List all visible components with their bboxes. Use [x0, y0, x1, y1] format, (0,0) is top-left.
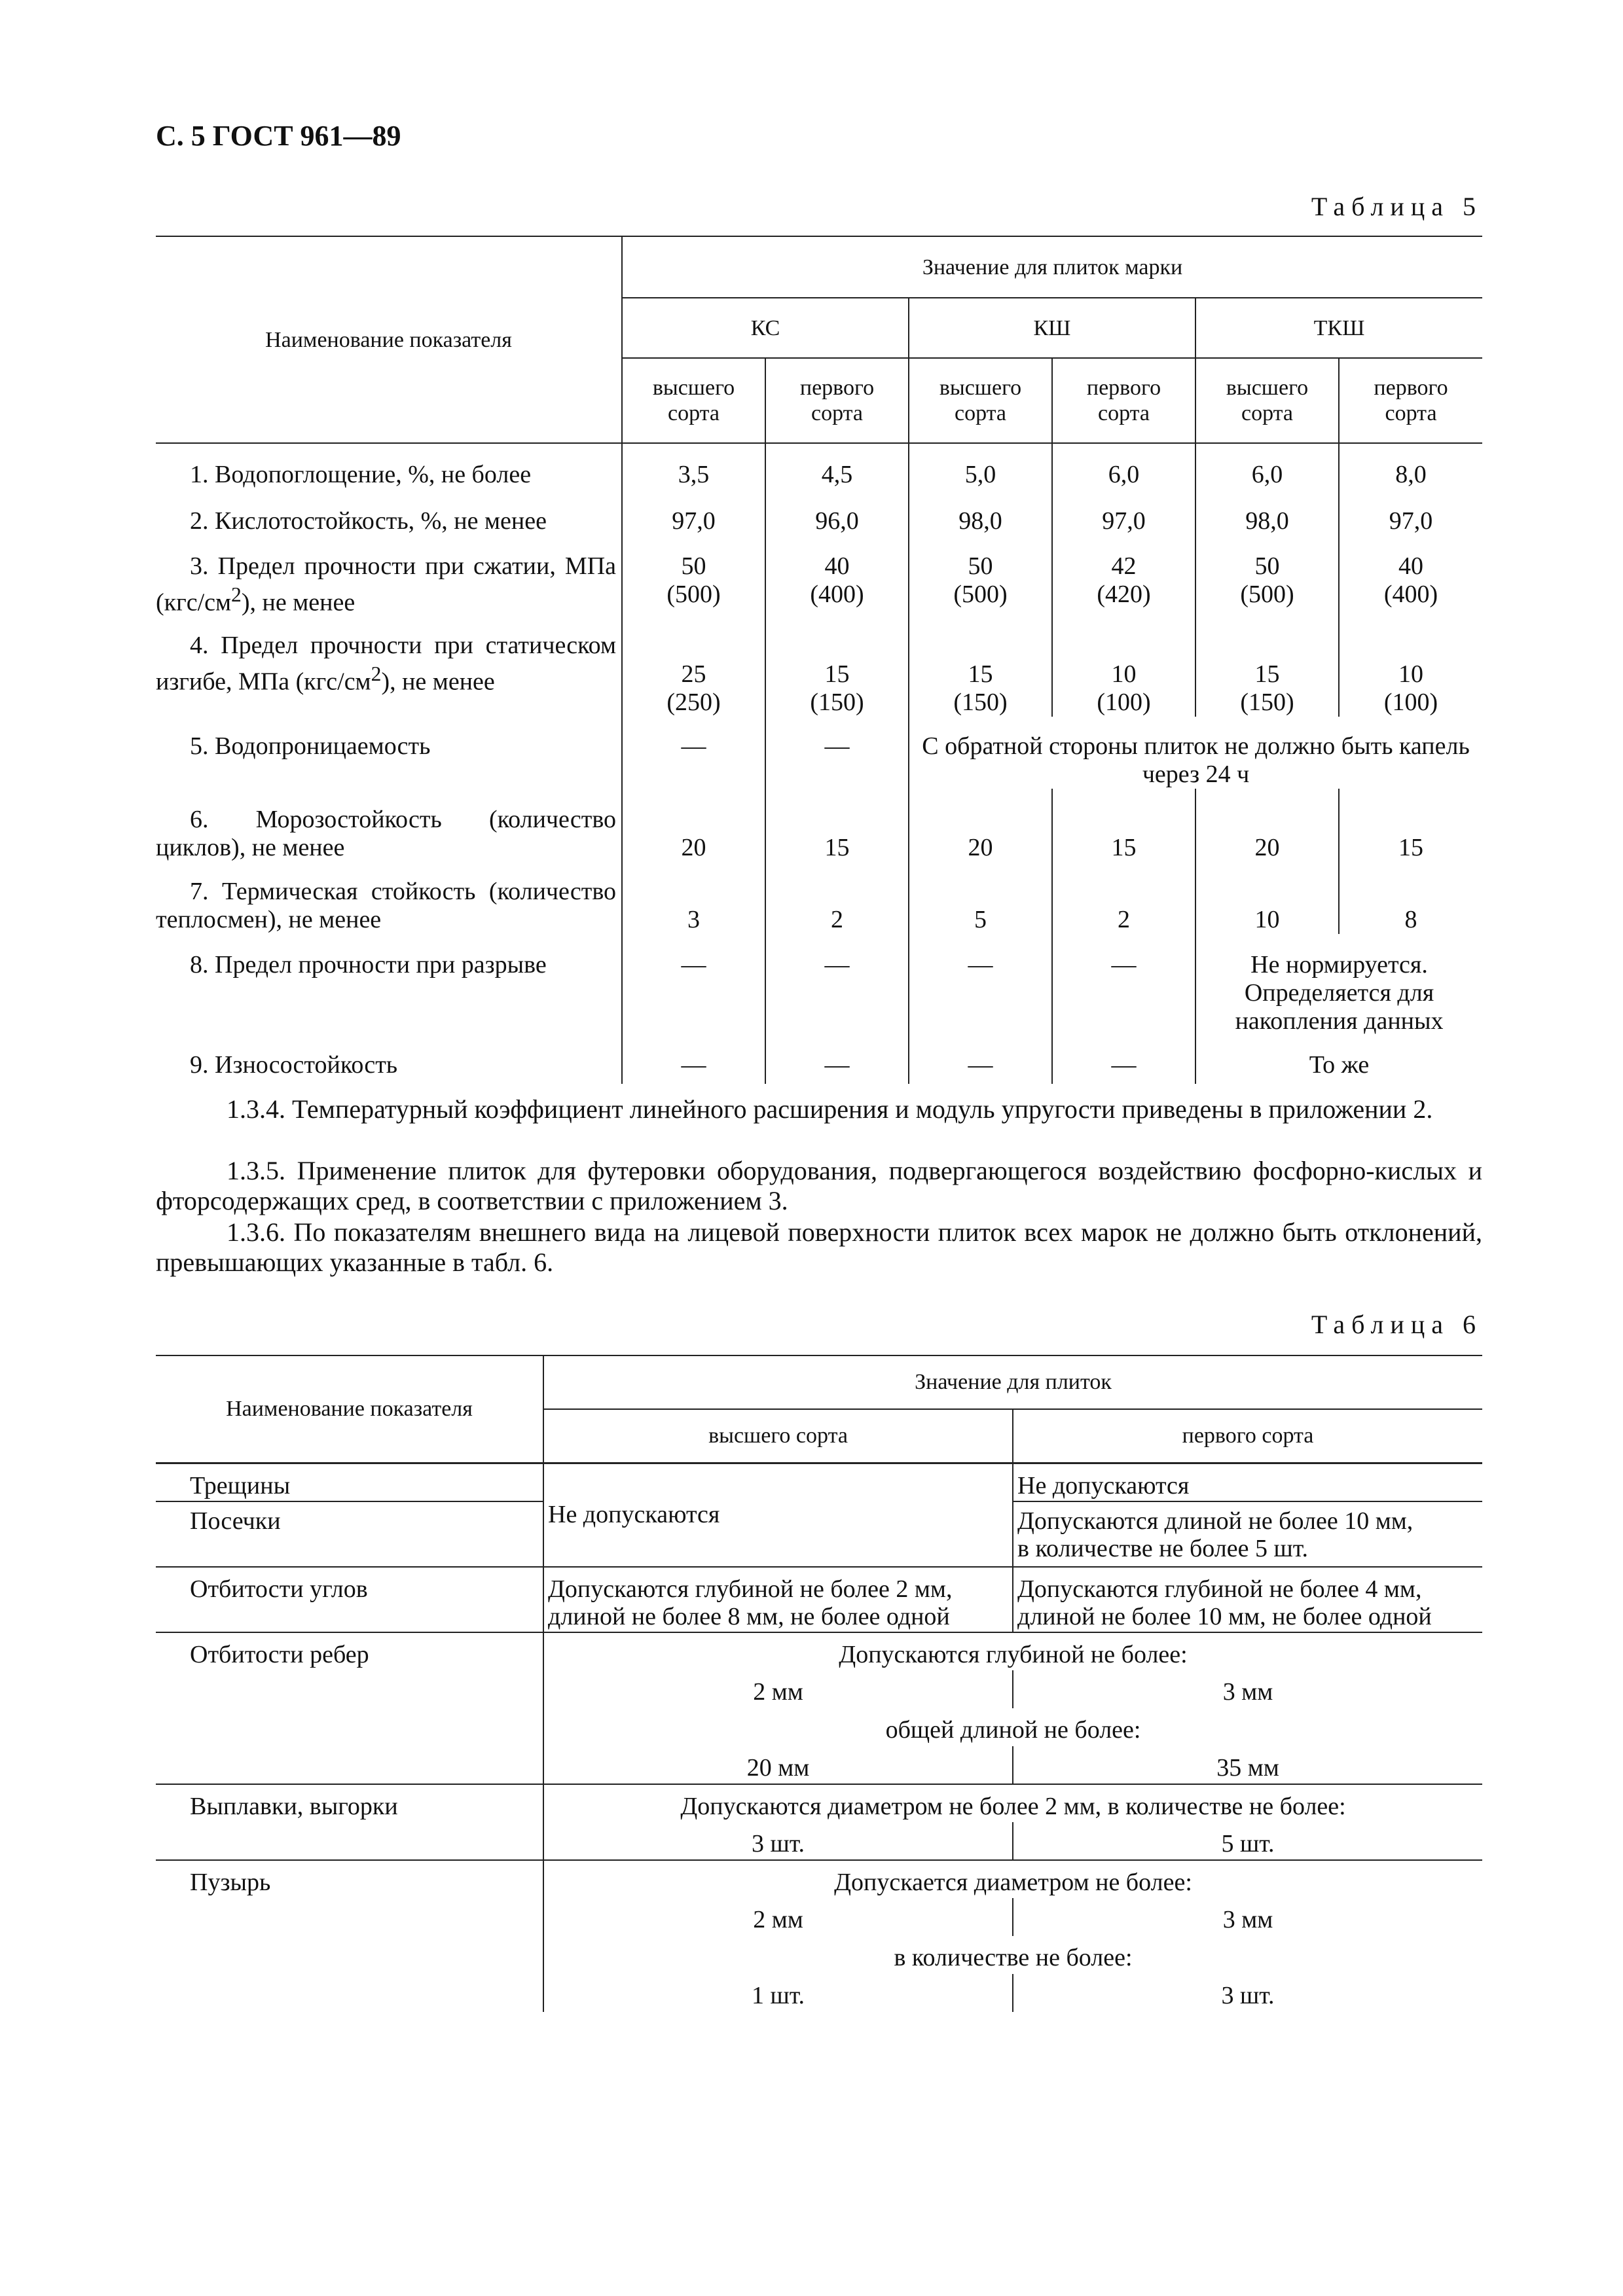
cell: в количестве не более:	[894, 1943, 1133, 1971]
cell: 3,5	[622, 443, 765, 490]
row-name: Отбитости ребер	[156, 1632, 543, 1784]
table-row	[156, 789, 1482, 862]
cell: 15	[765, 789, 909, 862]
row-name: 9. Износостойкость	[156, 1035, 622, 1084]
cell: 3	[622, 862, 765, 934]
cell: 40 (400)	[765, 537, 909, 617]
grade-first: первого сорта	[1052, 358, 1195, 443]
row-name: 6. Морозостойкость (количество циклов), не менее	[156, 789, 622, 862]
table5-caption: Таблица 5	[1311, 192, 1482, 221]
table6-header-row	[156, 1355, 1482, 1409]
row-name: 1. Водопоглощение, %, не более	[156, 443, 622, 490]
paragraph-1-3-6: 1.3.6. По показателям внешнего вида на лицевой поверхности плиток всех марок не должно быть отклонений, превышающих указанные в табл. 6.	[156, 1217, 1482, 1277]
cell: Допускаются длиной не более 10 мм, в количестве не более 5 шт.	[1013, 1501, 1482, 1567]
row-name: 2. Кислотостойкость, %, не менее	[156, 490, 622, 537]
cell: 50 (500)	[909, 537, 1052, 617]
cell: 20 мм	[543, 1746, 1013, 1784]
grade-high: высшего сорта	[909, 358, 1052, 443]
cell: 5	[909, 862, 1052, 934]
merged-cell: То же	[1309, 1050, 1370, 1079]
cell: 8	[1404, 905, 1417, 933]
cell: 42 (420)	[1052, 537, 1195, 617]
row-name: Выплавки, выгорки	[156, 1784, 543, 1860]
cell: 15	[1398, 833, 1424, 861]
cell: 2	[1052, 862, 1195, 934]
grade-first: первого сорта	[765, 358, 909, 443]
cell: 97,0	[1389, 507, 1433, 535]
cell: Не допускаются	[543, 1463, 1013, 1567]
cell: 50 (500)	[1195, 537, 1339, 617]
cell: 4,5	[765, 443, 909, 490]
table5-name-header: Наименование показателя	[156, 236, 622, 443]
cell: 2	[765, 862, 909, 934]
table5-mark-ksh: КШ	[909, 298, 1195, 358]
cell: 40 (400)	[1383, 552, 1438, 608]
cell: 3 мм	[1222, 1677, 1273, 1706]
table6	[156, 1355, 1482, 2012]
cell: общей длиной не более:	[885, 1715, 1141, 1744]
row-name: Отбитости углов	[156, 1567, 543, 1632]
table-row	[156, 1632, 1482, 1670]
table-row	[156, 1463, 1482, 1501]
cell: 15 (150)	[1195, 617, 1339, 717]
grade-high: высшего сорта	[1195, 358, 1339, 443]
cell: Допускаются глубиной не более:	[839, 1640, 1188, 1668]
cell: 2 мм	[543, 1898, 1013, 1936]
grade-first: первого сорта	[1013, 1409, 1482, 1463]
table5	[156, 236, 1482, 1084]
table6-group-header: Значение для плиток	[543, 1355, 1482, 1409]
merged-cell: С обратной стороны плиток не должно быть капель через 24 ч	[922, 732, 1470, 788]
paragraph-1-3-4: 1.3.4. Температурный коэффициент линейного расширения и модуль упругости приведены в приложении 2.	[227, 1094, 1433, 1124]
cell: 6,0	[1052, 443, 1195, 490]
row-name: 8. Предел прочности при разрыве	[156, 934, 622, 1035]
cell: —	[622, 1035, 765, 1084]
grade-high: высшего сорта	[543, 1409, 1013, 1463]
cell: —	[909, 934, 1052, 1035]
table-row	[156, 443, 1482, 490]
table-row	[156, 490, 1482, 537]
cell: 50 (500)	[622, 537, 765, 617]
cell: 5,0	[909, 443, 1052, 490]
cell: —	[622, 717, 765, 789]
cell: 3 шт.	[1221, 1981, 1275, 2009]
table5-group-header: Значение для плиток марки	[622, 236, 1482, 298]
cell: 3 мм	[1222, 1905, 1273, 1933]
cell: —	[1052, 1035, 1195, 1084]
table-row	[156, 617, 1482, 717]
cell: 10	[1195, 862, 1339, 934]
cell: Допускается диаметром не более:	[834, 1868, 1192, 1896]
cell: Допускаются глубиной не более 4 мм, длиной не более 10 мм, не более одной	[1013, 1567, 1482, 1632]
table-row	[156, 1035, 1482, 1084]
table-row	[156, 934, 1482, 1035]
cell: Не допускаются	[1013, 1463, 1482, 1501]
table6-caption: Таблица 6	[1311, 1310, 1482, 1339]
table5-mark-tksh: ТКШ	[1195, 298, 1482, 358]
cell: Допускаются диаметром не более 2 мм, в количестве не более:	[680, 1792, 1346, 1820]
cell: —	[622, 934, 765, 1035]
row-name: Трещины	[156, 1463, 543, 1501]
cell: 98,0	[909, 490, 1052, 537]
table5-mark-ks: КС	[622, 298, 909, 358]
cell: 25 (250)	[622, 617, 765, 717]
cell: 8,0	[1395, 461, 1427, 488]
merged-cell: Не нормируется. Определяется для накопления данных	[1235, 950, 1444, 1035]
cell: 3 шт.	[543, 1822, 1013, 1860]
cell: 97,0	[1052, 490, 1195, 537]
cell: 20	[909, 789, 1052, 862]
table-row	[156, 1567, 1482, 1632]
table-row	[156, 717, 1482, 789]
cell: 15	[1052, 789, 1195, 862]
table6-name-header: Наименование показателя	[156, 1355, 543, 1463]
cell: Допускаются глубиной не более 2 мм, длиной не более 8 мм, не более одной	[543, 1567, 1013, 1632]
cell: —	[765, 1035, 909, 1084]
cell: —	[765, 717, 909, 789]
cell: 10 (100)	[1383, 660, 1438, 716]
cell: 2 мм	[543, 1670, 1013, 1708]
cell: 5 шт.	[1013, 1822, 1482, 1860]
table-row	[156, 537, 1482, 617]
cell: 15 (150)	[765, 617, 909, 717]
row-name: Посечки	[156, 1501, 543, 1567]
cell: 98,0	[1195, 490, 1339, 537]
grade-first: первого сорта	[1339, 358, 1482, 443]
paragraph-1-3-5: 1.3.5. Применение плиток для футеровки оборудования, подвергающегося воздействию фосфорно-кислых и фторсодержащих сред, в соответствии с приложением 3.	[156, 1156, 1482, 1215]
cell: 1 шт.	[543, 1974, 1013, 2012]
cell: 20	[622, 789, 765, 862]
row-name: Пузырь	[156, 1860, 543, 2012]
row-name: 4. Предел прочности при статическом изгибе, МПа $(кгс/см^2)$, не менее	[156, 617, 622, 717]
cell: 35 мм	[1013, 1746, 1482, 1784]
grade-high: высшего сорта	[622, 358, 765, 443]
table-row	[156, 1784, 1482, 1822]
cell: —	[1052, 934, 1195, 1035]
cell: 15 (150)	[909, 617, 1052, 717]
row-name: 3. Предел прочности при сжатии, МПа $(кгс/см^2)$, не менее	[156, 537, 622, 617]
cell: 10 (100)	[1052, 617, 1195, 717]
table-row	[156, 1860, 1482, 1898]
row-name: 5. Водопроницаемость	[156, 717, 622, 789]
cell: 96,0	[765, 490, 909, 537]
table-row	[156, 862, 1482, 934]
cell: —	[909, 1035, 1052, 1084]
cell: 6,0	[1195, 443, 1339, 490]
cell: —	[765, 934, 909, 1035]
cell: 20	[1195, 789, 1339, 862]
row-name: 7. Термическая стойкость (количество теплосмен), не менее	[156, 862, 622, 934]
page-header: С. 5 ГОСТ 961—89	[156, 120, 401, 152]
cell: 97,0	[622, 490, 765, 537]
table5-header-row	[156, 236, 1482, 298]
